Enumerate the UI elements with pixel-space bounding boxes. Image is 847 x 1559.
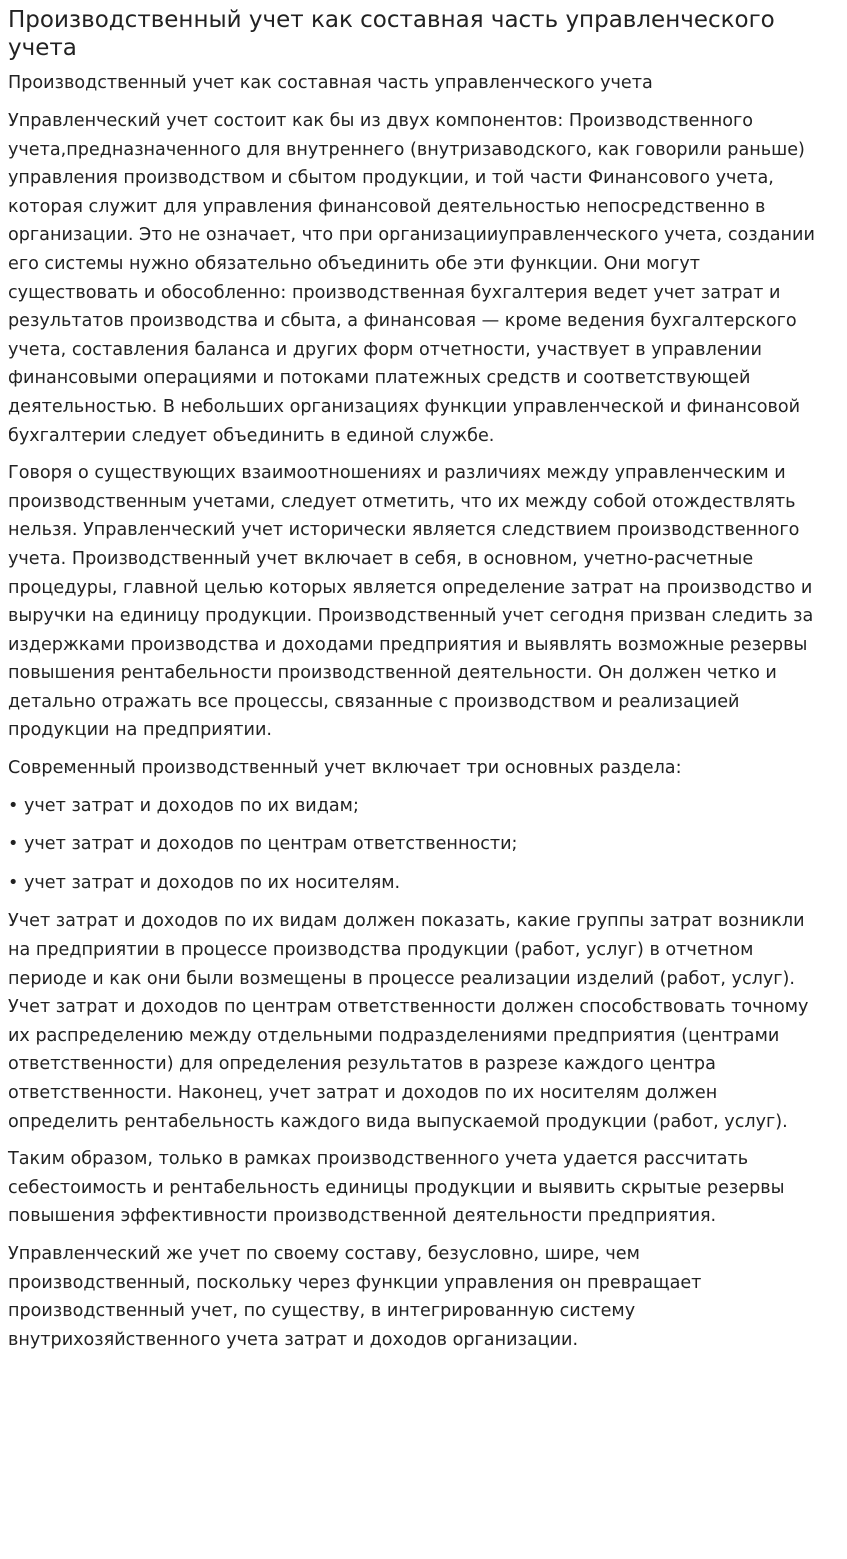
list-item: • учет затрат и доходов по центрам ответственности; [8,834,518,855]
list-item: • учет затрат и доходов по их носителям. [8,872,401,893]
page-title: Производственный учет как составная часть управленческого учета [8,7,775,61]
paragraph: Управленческий учет состоит как бы из двух компонентов: Производственного учета,предназначенного для внутреннего (внутризаводского, как говорили раньше) управления производством и сбытом продукции, и той части Финансового учета, которая служит для управления финансовой деятельностью непосредственно в организации. Это не означает, что при организацииуправленческого учета, создании его системы нужно обязательно объединить обе эти функции. Они могут существовать и обособленно: производственная бухгалтерия ведет учет затрат и результатов производства и сбыта, а финансовая — кроме ведения бухгалтерского учета, составления баланса и других форм отчетности, участвует в управлении финансовыми операциями и потоками платежных средств и соответствующей деятельностью. В небольших организациях функции управленческой и финансовой бухгалтерии следует объединить в единой службе. [8,111,815,446]
paragraph: Учет затрат и доходов по их видам должен показать, какие группы затрат возникли на предприятии в процессе производства продукции (работ, услуг) в отчетном периоде и как они были возмещены в процессе реализации изделий (работ, услуг). Учет затрат и доходов по центрам ответственности должен способствовать точному их распределению между отдельными подразделениями предприятия (центрами ответственности) для определения результатов в разрезе каждого центра ответственности. Наконец, учет затрат и доходов по их носителям должен определить рентабельность каждого вида выпускаемой продукции (работ, услуг). [8,911,809,1132]
paragraph: Говоря о существующих взаимоотношениях и различиях между управленческим и производственным учетами, следует отметить, что их между собой отождествлять нельзя. Управленческий учет исторически является следствием производственного учета. Производственный учет включает в себя, в основном, учетно-расчетные процедуры, главной целью которых является определение затрат на производство и выручки на единицу продукции. Производственный учет сегодня призван следить за издержками производства и доходами предприятия и выявлять возможные резервы повышения рентабельности производственной деятельности. Он должен четко и детально отражать все процессы, связанные с производством и реализацией продукции на предприятии. [8,463,814,741]
list-item: • учет затрат и доходов по их видам; [8,795,359,816]
paragraph: Современный производственный учет включает три основных раздела: [8,758,682,779]
paragraph: Таким образом, только в рамках производственного учета удается рассчитать себестоимость и рентабельность единицы продукции и выявить скрытые резервы повышения эффективности производственной деятельности предприятия. [8,1149,785,1227]
article-subtitle: Производственный учет как составная часть управленческого учета [8,73,653,93]
paragraph: Управленческий же учет по своему составу, безусловно, шире, чем производственный, поскольку через функции управления он превращает производственный учет, по существу, в интегрированную систему внутрихозяйственного учета затрат и доходов организации. [8,1243,702,1350]
